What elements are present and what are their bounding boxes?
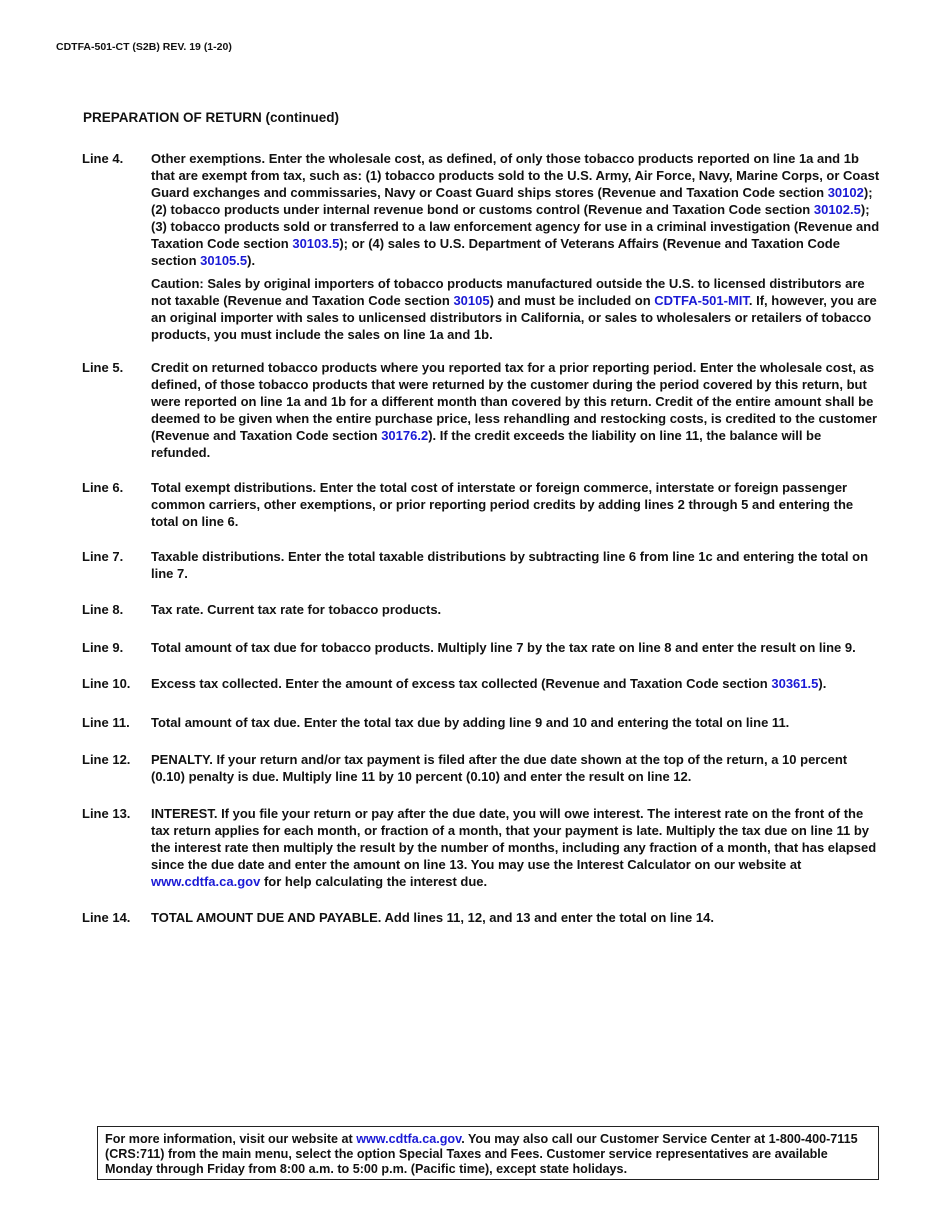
line-label: Line 10.	[82, 676, 131, 691]
line-4-instruction	[82, 150, 882, 343]
code-link-30102-5[interactable]: 30102.5	[813, 202, 861, 217]
line-body	[151, 675, 882, 692]
line-body: Total amount of tax due for tobacco products. Multiply line 7 by the tax rate on line 8 and enter the result on line 9.	[151, 640, 856, 655]
line-body: Taxable distributions. Enter the total taxable distributions by subtracting line 6 from line 1c and entering the total on line 7.	[151, 549, 869, 581]
line-13-instruction	[82, 805, 882, 890]
text: . If, however, you are an original importer with sales to unlicensed distributors in California, or sales to wholesalers or retailers of tobacco products, you must include the sales on line 1a and 1b.	[151, 293, 877, 342]
code-link-30103-5[interactable]: 30103.5	[292, 236, 340, 251]
line-9-instruction	[82, 639, 882, 656]
line-body	[151, 359, 882, 461]
text: ) and must be included on	[489, 293, 655, 308]
line-6-instruction	[82, 479, 882, 530]
code-link-30176-2[interactable]: 30176.2	[381, 428, 429, 443]
line-body: Tax rate. Current tax rate for tobacco products.	[151, 602, 442, 617]
text: ); (2) tobacco products under internal revenue bond or customs control (Revenue and Taxation Code section	[151, 185, 873, 217]
website-link[interactable]: www.cdtfa.ca.gov	[151, 874, 261, 889]
website-link[interactable]: www.cdtfa.ca.gov	[356, 1132, 462, 1146]
line-body: Total amount of tax due. Enter the total tax due by adding line 9 and 10 and entering the total on line 11.	[151, 715, 790, 730]
line-12-instruction	[82, 751, 882, 785]
line-5-instruction	[82, 359, 882, 461]
line-body: PENALTY. If your return and/or tax payment is filed after the due date shown at the top of the return, a 10 percent (0.10) penalty is due. Multiply line 11 by 10 percent (0.10) and enter the result on line 12.	[151, 752, 848, 784]
code-link-30105[interactable]: 30105	[453, 293, 490, 308]
text: Caution: Sales by original importers of tobacco products manufactured outside the U.S. to licensed distributors are not taxable (Revenue and Taxation Code section	[151, 276, 865, 308]
line-body	[151, 805, 882, 890]
line-label: Line 12.	[82, 752, 131, 767]
line-label: Line 8.	[82, 602, 124, 617]
section-title: PREPARATION OF RETURN (continued)	[83, 110, 339, 125]
caution-paragraph	[151, 275, 882, 343]
form-id: CDTFA-501-CT (S2B) REV. 19 (1-20)	[56, 41, 232, 53]
code-link-30102[interactable]: 30102	[827, 185, 864, 200]
line-label: Line 7.	[82, 549, 124, 564]
instruction-list	[82, 150, 882, 926]
line-4-paragraph	[151, 150, 882, 269]
line-10-instruction	[82, 675, 882, 692]
line-label: Line 11.	[82, 715, 130, 730]
text: ).	[247, 253, 256, 268]
line-label: Line 14.	[82, 910, 131, 925]
line-body: TOTAL AMOUNT DUE AND PAYABLE. Add lines 11, 12, and 13 and enter the total on line 14.	[151, 910, 714, 925]
line-label: Line 6.	[82, 480, 124, 495]
form-link-cdtfa-501-mit[interactable]: CDTFA-501-MIT	[654, 293, 749, 308]
text: . You may also call our Customer Service Center at 1-800-400-7115 (CRS:711) from the main menu, select the option Special Taxes and Fees. Customer service representatives are available Monday through Friday from 8:00 a.m. to 5:00 p.m. (Pacific time), except state holidays.	[105, 1132, 858, 1176]
line-body	[151, 150, 882, 343]
line-body: Total exempt distributions. Enter the total cost of interstate or foreign commerce, interstate or foreign passenger common carriers, other exemptions, or prior reporting period credits by adding lines 2 through 5 and entering the total on line 6.	[151, 480, 854, 529]
line-label: Line 4.	[82, 151, 124, 166]
line-label: Line 5.	[82, 360, 124, 375]
text: Credit on returned tobacco products where you reported tax for a prior reporting period. Enter the wholesale cost, as defined, of those tobacco products that were returned by the customer during the period covered by this return, but were reported on line 1a and 1b for a different month than covered by this return. Credit of the entire amount shall be deemed to be given when the entire purchase price, less rehandling and restocking costs, is credited to the customer (Revenue and Taxation Code section	[151, 360, 878, 443]
text: Excess tax collected. Enter the amount of excess tax collected (Revenue and Taxation Code section	[151, 676, 772, 691]
text: ).	[818, 676, 827, 691]
text: ); or (4) sales to U.S. Department of Veterans Affairs (Revenue and Taxation Code section	[151, 236, 840, 268]
text: INTEREST. If you file your return or pay after the due date, you will owe interest. The interest rate on the front of the tax return applies for each month, or fraction of a month, that your payment is late. Multiply the tax due on line 11 by the interest rate then multiply the result by the number of months, including any fraction of a month, that has elapsed since the due date and enter the amount on line 13. You may use the Interest Calculator on our website at	[151, 806, 877, 872]
code-link-30361-5[interactable]: 30361.5	[771, 676, 819, 691]
text: for help calculating the interest due.	[260, 874, 488, 889]
contact-info-box	[97, 1126, 879, 1180]
line-8-instruction	[82, 601, 882, 618]
text: For more information, visit our website at	[105, 1132, 357, 1146]
line-label: Line 13.	[82, 806, 131, 821]
text: ); (3) tobacco products sold or transferred to a law enforcement agency for use in a criminal investigation (Revenue and Taxation Code section	[151, 202, 880, 251]
line-7-instruction	[82, 548, 882, 582]
line-14-instruction	[82, 909, 882, 926]
text: ). If the credit exceeds the liability on line 11, the balance will be refunded.	[151, 428, 822, 460]
code-link-30105-5[interactable]: 30105.5	[200, 253, 248, 268]
text: Other exemptions. Enter the wholesale cost, as defined, of only those tobacco products reported on line 1a and 1b that are exempt from tax, such as: (1) tobacco products sold to the U.S. Army, Air Force, Navy, Marine Corps, or Coast Guard exchanges and commissaries, Navy or Coast Guard ships stores (Revenue and Taxation Code section	[151, 151, 880, 200]
line-label: Line 9.	[82, 640, 124, 655]
line-11-instruction	[82, 714, 882, 731]
